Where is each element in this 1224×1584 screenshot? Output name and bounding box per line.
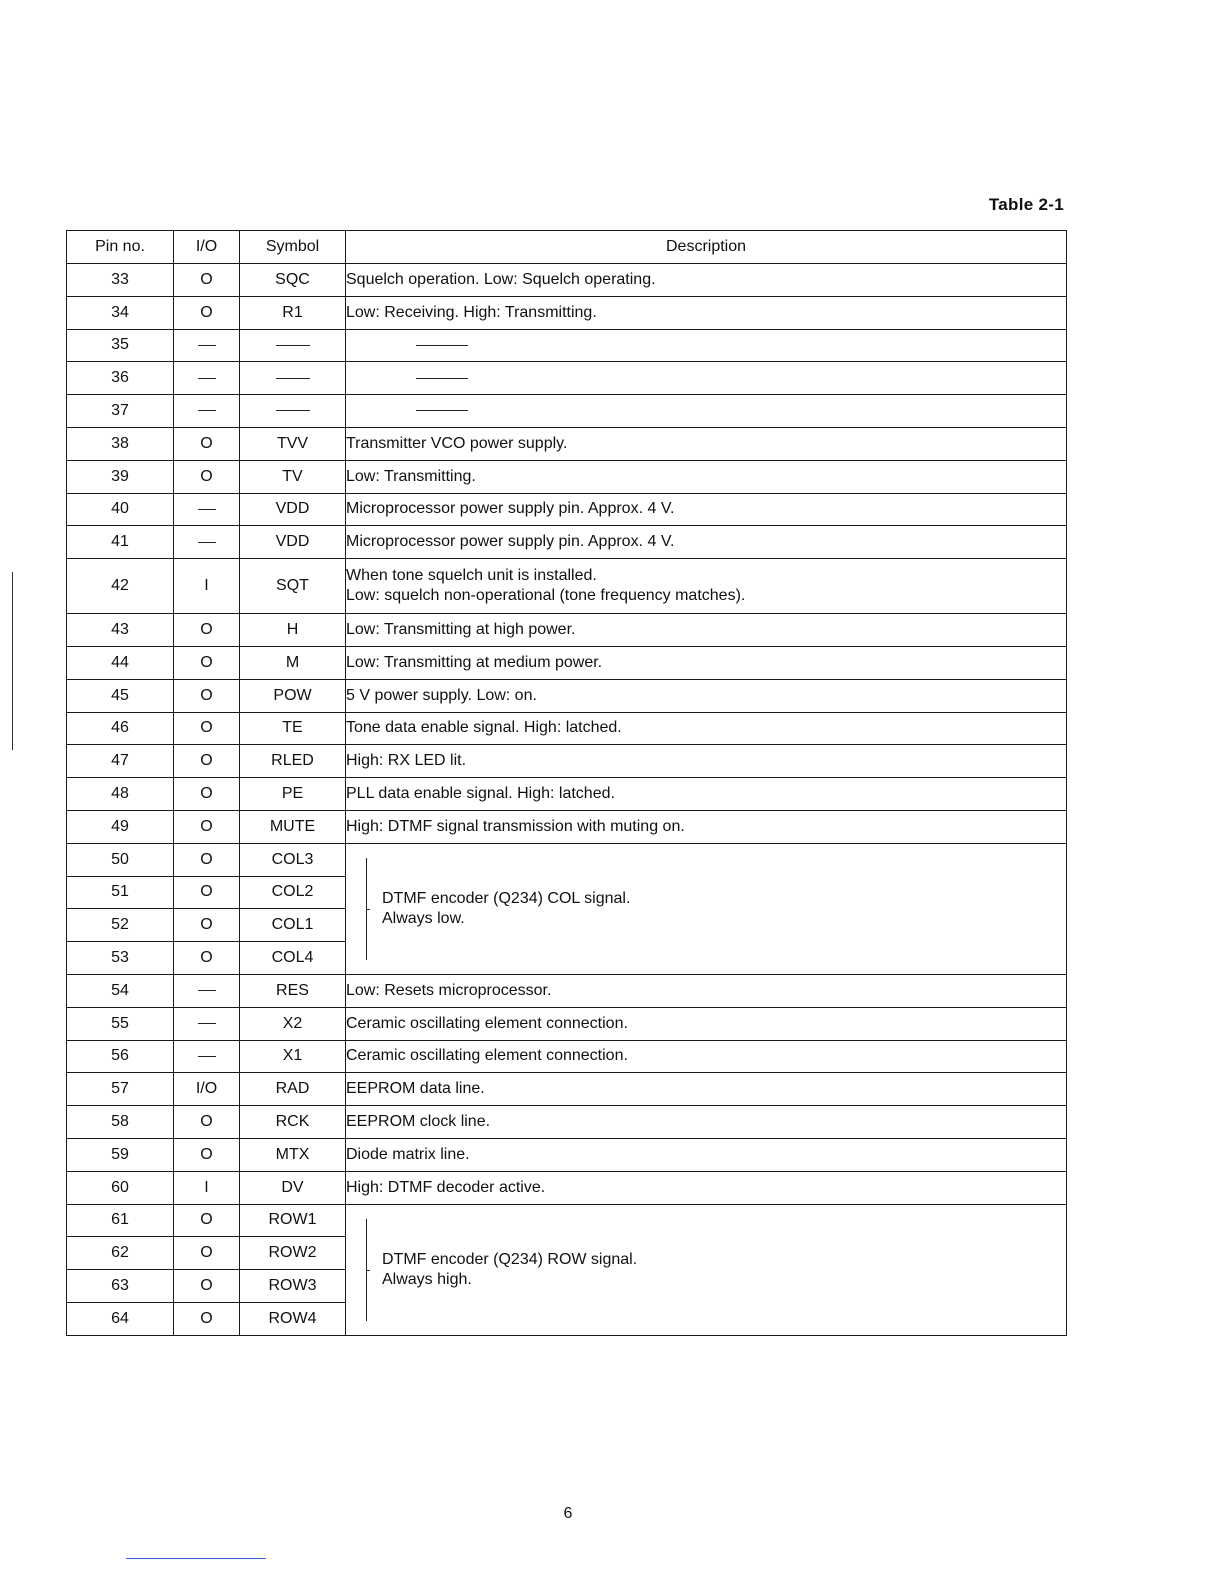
- pin-cell: [67, 362, 174, 395]
- io-value: O: [200, 621, 213, 639]
- description-text: Diode matrix line.: [346, 1145, 470, 1163]
- symbol-cell: [240, 1204, 346, 1237]
- symbol-dash: [276, 345, 310, 346]
- symbol-cell: [240, 778, 346, 811]
- symbol-value: ROW2: [268, 1244, 317, 1262]
- description-cell: [346, 1073, 1067, 1106]
- table-row: [67, 712, 1067, 745]
- io-cell: [174, 395, 240, 428]
- description-dash: [416, 410, 468, 411]
- symbol-cell: [240, 712, 346, 745]
- symbol-value: M: [285, 653, 300, 671]
- io-value: O: [200, 1211, 213, 1229]
- brace-mark: [360, 858, 367, 960]
- pin-cell: [67, 1171, 174, 1204]
- pin-number: 37: [111, 402, 129, 420]
- pin-number: 58: [111, 1113, 129, 1131]
- io-cell: [174, 909, 240, 942]
- table-row: [67, 1007, 1067, 1040]
- description-cell: [346, 362, 1067, 395]
- description-cell: [346, 810, 1067, 843]
- table-row: [67, 395, 1067, 428]
- description-cell: [346, 745, 1067, 778]
- description-cell: [346, 1040, 1067, 1073]
- description-text: Low: Receiving. High: Transmitting.: [346, 303, 597, 321]
- group-description-text: [382, 1250, 637, 1290]
- description-text: When tone squelch unit is installed.: [346, 567, 597, 585]
- io-value: I/O: [195, 1080, 218, 1098]
- table-row: [67, 1171, 1067, 1204]
- description-text: Ceramic oscillating element connection.: [346, 1014, 628, 1032]
- table-row: [67, 264, 1067, 297]
- io-value: O: [200, 270, 213, 288]
- table-header-row: [67, 231, 1067, 264]
- group-description-text: [382, 889, 630, 929]
- io-cell: [174, 493, 240, 526]
- pin-number: 64: [111, 1309, 129, 1327]
- pin-cell: [67, 974, 174, 1007]
- io-cell: [174, 778, 240, 811]
- description-cell: [346, 712, 1067, 745]
- margin-mark: [12, 572, 13, 750]
- symbol-value: POW: [273, 686, 312, 704]
- description-cell: [346, 614, 1067, 647]
- io-dash: [198, 1023, 216, 1024]
- description-dash: [416, 345, 468, 346]
- symbol-value: COL1: [271, 916, 314, 934]
- pin-cell: [67, 646, 174, 679]
- io-cell: [174, 614, 240, 647]
- symbol-value: X2: [282, 1014, 303, 1032]
- symbol-value: SQT: [276, 577, 309, 595]
- pin-number: 42: [111, 577, 129, 595]
- symbol-cell: [240, 1040, 346, 1073]
- io-dash: [198, 990, 216, 991]
- pin-cell: [67, 712, 174, 745]
- pin-cell: [67, 1302, 174, 1335]
- table-row: [67, 843, 1067, 876]
- io-cell: [174, 1106, 240, 1139]
- col-group-description: [346, 843, 1067, 974]
- symbol-cell: [240, 942, 346, 975]
- table-row: [67, 974, 1067, 1007]
- io-cell: [174, 296, 240, 329]
- symbol-cell: [240, 395, 346, 428]
- symbol-value: ROW1: [268, 1211, 317, 1229]
- io-cell: [174, 679, 240, 712]
- description-cell: [346, 264, 1067, 297]
- symbol-cell: [240, 1138, 346, 1171]
- symbol-value: ROW4: [268, 1309, 317, 1327]
- symbol-cell: [240, 843, 346, 876]
- pin-cell: [67, 264, 174, 297]
- io-cell: [174, 942, 240, 975]
- io-cell: [174, 1007, 240, 1040]
- description-cell: [346, 559, 1067, 614]
- description-text: Microprocessor power supply pin. Approx. 4 V.: [346, 533, 675, 551]
- io-cell: [174, 1270, 240, 1303]
- symbol-cell: [240, 1073, 346, 1106]
- pin-cell: [67, 526, 174, 559]
- pin-cell: [67, 1204, 174, 1237]
- symbol-cell: [240, 264, 346, 297]
- pin-number: 49: [111, 817, 129, 835]
- symbol-value: X1: [282, 1047, 303, 1065]
- io-value: O: [200, 1113, 213, 1131]
- io-cell: [174, 427, 240, 460]
- table-row: [67, 778, 1067, 811]
- pin-number: 56: [111, 1047, 129, 1065]
- symbol-value: SQC: [275, 270, 310, 288]
- symbol-value: TVV: [276, 434, 309, 452]
- header-description: Description: [346, 231, 1067, 264]
- pin-number: 52: [111, 916, 129, 934]
- symbol-cell: [240, 493, 346, 526]
- description-cell: [346, 1007, 1067, 1040]
- symbol-cell: [240, 1106, 346, 1139]
- description-text: Transmitter VCO power supply.: [346, 434, 568, 452]
- description-text: Ceramic oscillating element connection.: [346, 1047, 628, 1065]
- io-cell: [174, 264, 240, 297]
- table-row: [67, 1106, 1067, 1139]
- pin-cell: [67, 810, 174, 843]
- symbol-value: VDD: [275, 533, 310, 551]
- io-dash: [198, 509, 216, 510]
- description-cell: [346, 1106, 1067, 1139]
- description-text: Low: Transmitting.: [346, 467, 476, 485]
- pin-cell: [67, 493, 174, 526]
- pin-cell: [67, 1040, 174, 1073]
- description-text: Low: Resets microprocessor.: [346, 981, 552, 999]
- io-cell: [174, 1237, 240, 1270]
- description-text: 5 V power supply. Low: on.: [346, 686, 537, 704]
- description-cell: [346, 296, 1067, 329]
- io-cell: [174, 1204, 240, 1237]
- symbol-cell: [240, 909, 346, 942]
- symbol-value: COL2: [271, 883, 314, 901]
- pin-cell: [67, 460, 174, 493]
- table-row: [67, 362, 1067, 395]
- table-row: [67, 646, 1067, 679]
- pin-number: 48: [111, 785, 129, 803]
- io-value: O: [200, 1277, 213, 1294]
- pin-cell: [67, 876, 174, 909]
- io-cell: [174, 559, 240, 614]
- table-row: [67, 1138, 1067, 1171]
- description-cell: [346, 1138, 1067, 1171]
- symbol-value: RCK: [275, 1113, 310, 1131]
- symbol-value: H: [286, 621, 299, 639]
- symbol-value: PE: [281, 785, 304, 803]
- page-number: 6: [563, 1505, 573, 1522]
- description-text: Microprocessor power supply pin. Approx. 4 V.: [346, 500, 675, 518]
- io-value: O: [200, 949, 213, 967]
- table-row: [67, 679, 1067, 712]
- io-dash: [198, 1056, 216, 1057]
- pin-cell: [67, 1237, 174, 1270]
- table-row: [67, 1073, 1067, 1106]
- description-text: EEPROM clock line.: [346, 1113, 491, 1131]
- io-value: O: [200, 719, 213, 737]
- pin-cell: [67, 679, 174, 712]
- pin-cell: [67, 1106, 174, 1139]
- symbol-value: VDD: [275, 500, 310, 518]
- symbol-cell: [240, 559, 346, 614]
- pin-number: 34: [111, 303, 129, 321]
- symbol-cell: [240, 646, 346, 679]
- table-body: [67, 264, 1067, 1336]
- pin-cell: [67, 1270, 174, 1303]
- io-cell: [174, 460, 240, 493]
- io-cell: [174, 1073, 240, 1106]
- symbol-cell: [240, 876, 346, 909]
- table-row: [67, 1204, 1067, 1237]
- footer-line: [126, 1558, 266, 1559]
- symbol-cell: [240, 1302, 346, 1335]
- io-dash: [198, 542, 216, 543]
- io-value: O: [200, 434, 213, 452]
- description-text: EEPROM data line.: [346, 1080, 485, 1098]
- table-row: [67, 460, 1067, 493]
- table-row: [67, 427, 1067, 460]
- symbol-value: TE: [282, 719, 303, 737]
- table-row: [67, 745, 1067, 778]
- pin-number: 54: [111, 981, 129, 999]
- io-cell: [174, 1040, 240, 1073]
- io-cell: [174, 745, 240, 778]
- io-cell: [174, 646, 240, 679]
- description-cell: [346, 329, 1067, 362]
- symbol-cell: [240, 745, 346, 778]
- description-cell: [346, 526, 1067, 559]
- symbol-value: MTX: [275, 1145, 310, 1163]
- symbol-cell: [240, 1171, 346, 1204]
- io-cell: [174, 1171, 240, 1204]
- io-value: O: [200, 653, 213, 671]
- description-cell: [346, 1171, 1067, 1204]
- pin-cell: [67, 559, 174, 614]
- io-value: O: [200, 467, 213, 485]
- symbol-cell: [240, 526, 346, 559]
- pin-cell: [67, 843, 174, 876]
- io-cell: [174, 329, 240, 362]
- pin-number: 39: [111, 467, 129, 485]
- pin-number: 60: [111, 1178, 129, 1196]
- header-io: I/O: [174, 231, 240, 264]
- pin-number: 36: [111, 369, 129, 387]
- pin-number: 46: [111, 719, 129, 737]
- symbol-cell: [240, 1270, 346, 1303]
- symbol-value: RLED: [271, 752, 314, 770]
- symbol-cell: [240, 614, 346, 647]
- pin-number: 62: [111, 1244, 129, 1262]
- pin-number: 45: [111, 686, 129, 704]
- pin-number: 55: [111, 1014, 129, 1032]
- table-title: Table 2-1: [988, 195, 1064, 214]
- io-value: O: [200, 817, 213, 835]
- io-value: I: [204, 577, 209, 595]
- description-text: Squelch operation. Low: Squelch operating.: [346, 270, 656, 288]
- table-row: [67, 493, 1067, 526]
- symbol-dash: [276, 378, 310, 379]
- symbol-value: COL4: [271, 949, 314, 967]
- io-cell: [174, 712, 240, 745]
- pin-number: 61: [111, 1211, 129, 1229]
- group-line1: DTMF encoder (Q234) ROW signal.: [382, 1250, 638, 1268]
- io-dash: [198, 410, 216, 411]
- table-row: [67, 296, 1067, 329]
- pin-number: 53: [111, 949, 129, 967]
- table-row: [67, 810, 1067, 843]
- pin-cell: [67, 909, 174, 942]
- io-value: O: [200, 1145, 213, 1163]
- pin-number: 41: [111, 533, 129, 551]
- io-dash: [198, 345, 216, 346]
- io-cell: [174, 1138, 240, 1171]
- row-group-description: [346, 1204, 1067, 1335]
- io-value: I: [204, 1178, 209, 1196]
- symbol-cell: [240, 362, 346, 395]
- symbol-cell: [240, 679, 346, 712]
- symbol-cell: [240, 810, 346, 843]
- pin-cell: [67, 778, 174, 811]
- pin-cell: [67, 395, 174, 428]
- symbol-value: ROW3: [268, 1277, 317, 1294]
- pin-number: 33: [111, 270, 129, 288]
- pin-number: 57: [111, 1080, 129, 1098]
- io-value: O: [200, 1244, 213, 1262]
- description-text: High: RX LED lit.: [346, 752, 467, 770]
- io-value: O: [200, 1309, 213, 1327]
- pin-number: 47: [111, 752, 129, 770]
- pin-cell: [67, 745, 174, 778]
- pin-cell: [67, 1073, 174, 1106]
- symbol-cell: [240, 1237, 346, 1270]
- io-cell: [174, 362, 240, 395]
- table-row: [67, 1040, 1067, 1073]
- symbol-dash: [276, 410, 310, 411]
- pin-number: 59: [111, 1145, 129, 1163]
- pin-number: 43: [111, 621, 129, 639]
- description-cell: [346, 974, 1067, 1007]
- symbol-cell: [240, 296, 346, 329]
- description-dash: [416, 378, 468, 379]
- symbol-value: DV: [281, 1178, 304, 1196]
- table-row: [67, 329, 1067, 362]
- symbol-cell: [240, 427, 346, 460]
- group-line2: Always high.: [382, 1270, 472, 1288]
- io-dash: [198, 378, 216, 379]
- io-value: O: [200, 850, 213, 868]
- description-cell: [346, 427, 1067, 460]
- io-cell: [174, 843, 240, 876]
- symbol-value: COL3: [271, 850, 314, 868]
- description-cell: [346, 460, 1067, 493]
- pin-cell: [67, 427, 174, 460]
- io-value: O: [200, 303, 213, 321]
- pin-number: 50: [111, 850, 129, 868]
- pin-number: 40: [111, 500, 129, 518]
- io-value: O: [200, 916, 213, 934]
- pin-number: 35: [111, 336, 129, 354]
- table-row: [67, 614, 1067, 647]
- description-text: High: DTMF signal transmission with muting on.: [346, 817, 685, 835]
- pin-cell: [67, 296, 174, 329]
- symbol-value: MUTE: [269, 817, 316, 835]
- pin-number: 38: [111, 434, 129, 452]
- brace-mark: [360, 1219, 367, 1321]
- pin-cell: [67, 614, 174, 647]
- symbol-cell: [240, 460, 346, 493]
- io-cell: [174, 974, 240, 1007]
- io-cell: [174, 526, 240, 559]
- description-text: Tone data enable signal. High: latched.: [346, 719, 622, 737]
- pin-number: 63: [111, 1277, 129, 1294]
- symbol-value: RES: [276, 981, 309, 999]
- header-pin: Pin no.: [67, 231, 174, 264]
- description-cell: [346, 646, 1067, 679]
- pin-table: [66, 230, 1067, 1336]
- pin-cell: [67, 329, 174, 362]
- description-text: High: DTMF decoder active.: [346, 1178, 546, 1196]
- pin-cell: [67, 942, 174, 975]
- table-row: [67, 559, 1067, 614]
- io-value: O: [200, 752, 213, 770]
- pin-number: 44: [111, 653, 129, 671]
- symbol-value: R1: [282, 303, 303, 321]
- io-cell: [174, 876, 240, 909]
- pin-number: 51: [111, 883, 129, 901]
- symbol-value: TV: [282, 467, 303, 485]
- description-cell: [346, 778, 1067, 811]
- symbol-cell: [240, 974, 346, 1007]
- header-symbol: Symbol: [240, 231, 346, 264]
- table-row: [67, 526, 1067, 559]
- io-cell: [174, 1302, 240, 1335]
- description-text: PLL data enable signal. High: latched.: [346, 785, 615, 803]
- description-text: Low: Transmitting at medium power.: [346, 653, 603, 671]
- group-line2: Always low.: [382, 909, 465, 927]
- symbol-cell: [240, 1007, 346, 1040]
- pin-cell: [67, 1138, 174, 1171]
- io-cell: [174, 810, 240, 843]
- io-value: O: [200, 883, 213, 901]
- description-cell: [346, 493, 1067, 526]
- io-value: O: [200, 785, 213, 803]
- io-value: O: [200, 686, 213, 704]
- description-cell: [346, 395, 1067, 428]
- description-text: Low: Transmitting at high power.: [346, 621, 576, 639]
- group-line1: DTMF encoder (Q234) COL signal.: [382, 889, 631, 907]
- description-text-line2: Low: squelch non-operational (tone frequency matches).: [346, 587, 746, 605]
- symbol-value: RAD: [275, 1080, 310, 1098]
- description-cell: [346, 679, 1067, 712]
- pin-cell: [67, 1007, 174, 1040]
- symbol-cell: [240, 329, 346, 362]
